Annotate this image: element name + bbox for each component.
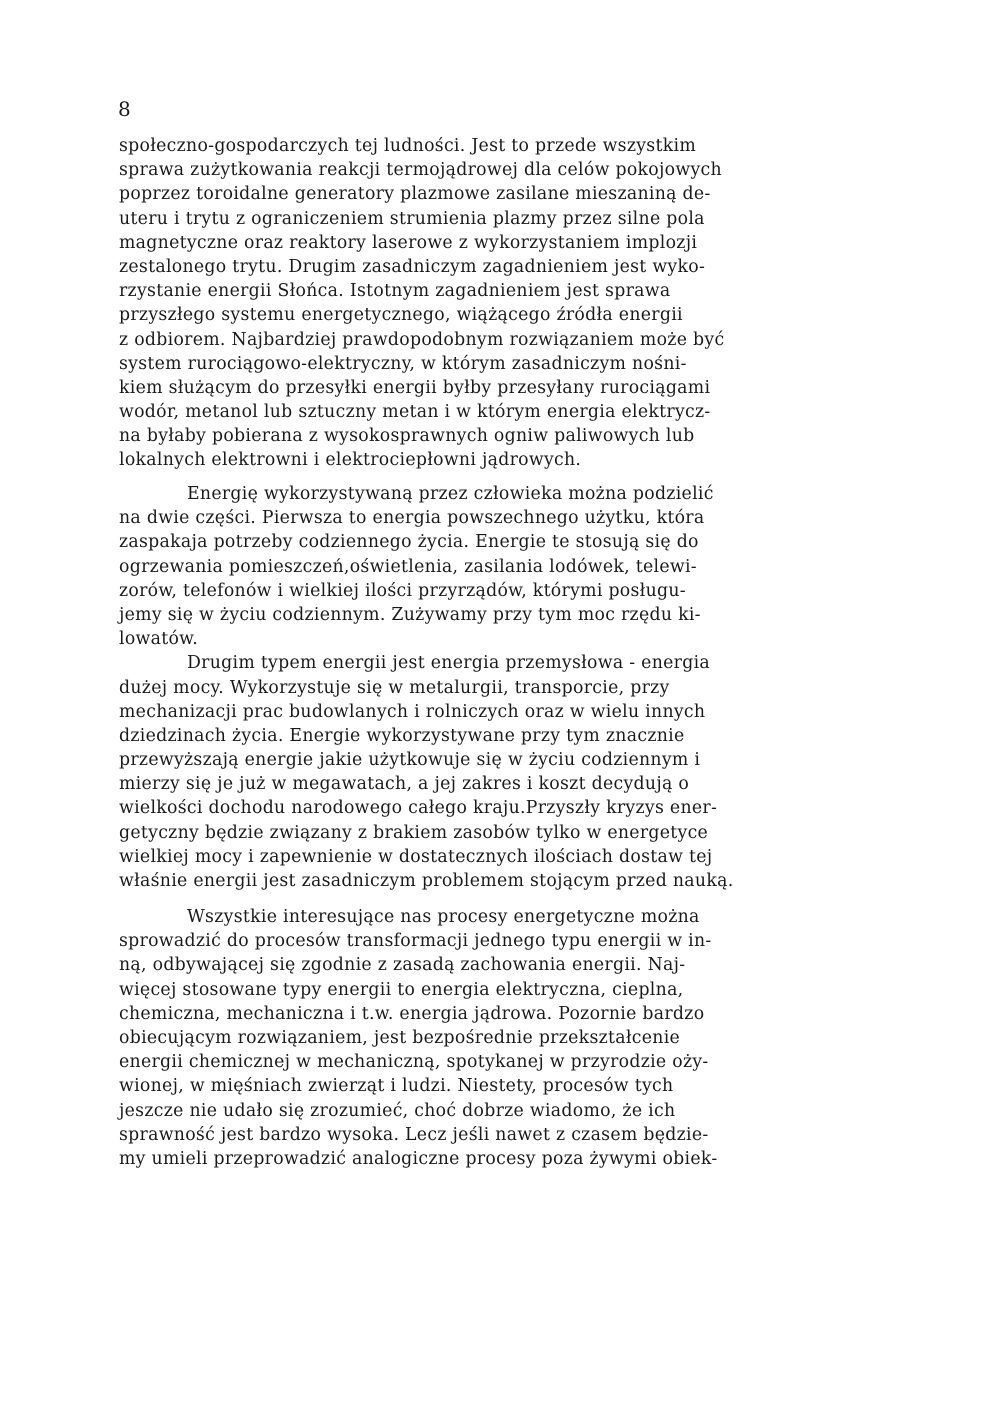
text-line: getyczny będzie związany z brakiem zasobów tylko w energetyce [119, 822, 709, 843]
text-line: mechanizacji prac budowlanych i rolniczych oraz w wielu innych [119, 701, 706, 722]
text-line: kiem służącym do przesyłki energii byłby przesyłany rurociągami [119, 377, 711, 398]
text-line: przewyższają energie jakie użytkowuje się w życiu codziennym i [119, 750, 701, 771]
text-line: na dwie części. Pierwsza to energia powszechnego użytku, która [119, 508, 705, 529]
text-line: Wszystkie interesujące nas procesy energetyczne można [187, 907, 700, 927]
page-number: 8 [118, 97, 131, 121]
text-line: wielkości dochodu narodowego całego kraju.Przyszły kryzys ener- [119, 798, 718, 819]
text-line: na byłaby pobierana z wysokosprawnych ogniw paliwowych lub [119, 426, 695, 447]
text-line: zaspakaja potrzeby codziennego życia. Energie te stosują się do [119, 532, 699, 553]
text-line: wionej, w mięśniach zwierząt i ludzi. Niestety, procesów tych [119, 1076, 674, 1097]
text-line: obiecującym rozwiązaniem, jest bezpośrednie przekształcenie [119, 1027, 681, 1048]
text-line: przyszłego systemu energetycznego, wiążącego źródła energii [119, 305, 683, 326]
text-line: sprawa zużytkowania reakcji termojądrowej dla celów pokojowych [119, 160, 722, 181]
text-line: właśnie energii jest zasadniczym problemem stojącym przed nauką. [119, 871, 734, 891]
text-line: uteru i trytu z ograniczeniem strumienia plazmy przez silne pola [119, 208, 705, 229]
text-line: dużej mocy. Wykorzystuje się w metalurgii, transporcie, przy [119, 677, 670, 698]
text-line: wielkiej mocy i zapewnienie w dostatecznych ilościach dostaw tej [119, 846, 713, 867]
text-line: system rurociągowo-elektryczny, w którym zasadniczym nośni- [119, 353, 687, 374]
text-line: wodór, metanol lub sztuczny metan i w którym energia elektrycz- [119, 402, 711, 423]
text-line: my umieli przeprowadzić analogiczne procesy poza żywymi obiek- [119, 1148, 718, 1169]
text-line: jeszcze nie udało się zrozumieć, choć dobrze wiadomo, że ich [119, 1100, 676, 1121]
text-line: sprowadzić do procesów transformacji jednego typu energii w in- [119, 931, 712, 952]
text-line: ną, odbywającej się zgodnie z zasadą zachowania energii. Naj- [119, 955, 686, 976]
text-line: więcej stosowane typy energii to energia elektryczna, cieplna, [119, 979, 684, 1000]
text-line: zestalonego trytu. Drugim zasadniczym zagadnieniem jest wyko- [119, 256, 706, 277]
text-line: Drugim typem energii jest energia przemysłowa - energia [187, 653, 711, 674]
text-line: sprawność jest bardzo wysoka. Lecz jeśli nawet z czasem będzie- [119, 1124, 709, 1145]
text-line: jemy się w życiu codziennym. Zużywamy przy tym moc rzędu ki- [119, 604, 701, 625]
text-line: zorów, telefonów i wielkiej ilości przyrządów, którymi posługu- [119, 580, 686, 601]
paragraph-block-1 [119, 134, 899, 473]
text-line: rzystanie energii Słońca. Istotnym zagadnieniem jest sprawa [119, 281, 671, 302]
text-line: dziedzinach życia. Energie wykorzystywane przy tym znacznie [119, 725, 685, 746]
text-line: magnetyczne oraz reaktory laserowe z wykorzystaniem implozji [119, 232, 698, 253]
paragraph-block-3 [119, 905, 899, 1171]
text-line: Energię wykorzystywaną przez człowieka można podzielić [187, 484, 714, 504]
text-line: społeczno-gospodarczych tej ludności. Jest to przede wszystkim [119, 136, 696, 156]
text-line: z odbiorem. Najbardziej prawdopodobnym rozwiązaniem może być [119, 329, 725, 350]
text-line: lowatów. [119, 629, 199, 650]
text-line: lokalnych elektrowni i elektrociepłowni jądrowych. [119, 450, 582, 471]
text-line: chemiczna, mechaniczna i t.w. energia jądrowa. Pozornie bardzo [119, 1003, 705, 1024]
text-line: poprzez toroidalne generatory plazmowe zasilane mieszaniną de- [119, 184, 711, 205]
text-line: mierzy się je już w megawatach, a jej zakres i koszt decydują o [119, 774, 690, 795]
text-line: ogrzewania pomieszczeń,oświetlenia, zasilania lodówek, telewi- [119, 556, 697, 577]
paragraph-block-2 [119, 482, 899, 893]
text-line: energii chemicznej w mechaniczną, spotykanej w przyrodzie oży- [119, 1052, 709, 1073]
